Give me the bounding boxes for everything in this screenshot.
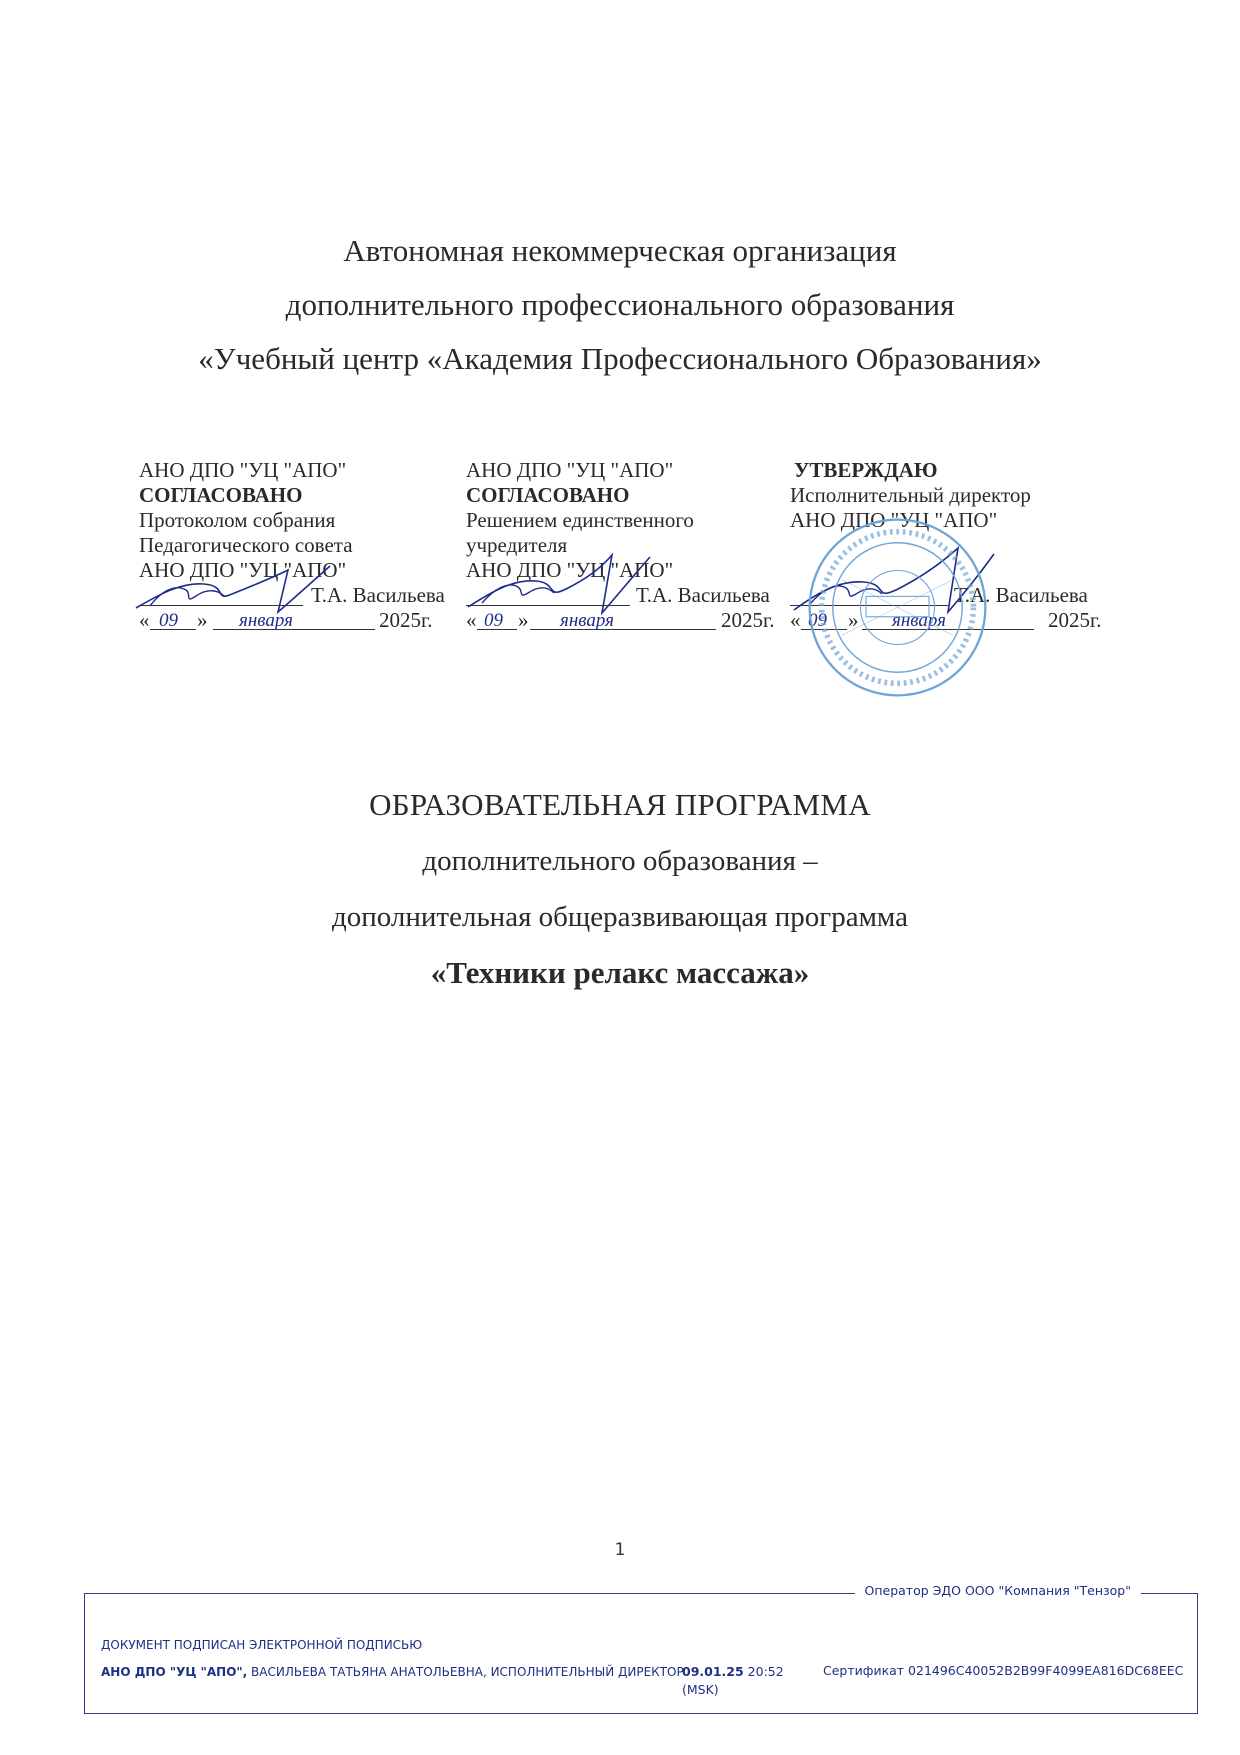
close-quote: » — [518, 608, 529, 632]
title-line-4: «Техники релакс массажа» — [430, 955, 810, 990]
approval-position: Исполнительный директор — [790, 483, 1031, 507]
approval-basis-3: АНО ДПО "УЦ "АПО" — [139, 558, 347, 582]
day-value: 09 — [808, 610, 827, 631]
header-line-1: Автономная некоммерческая организация — [343, 233, 897, 268]
open-quote: « — [790, 608, 801, 632]
signer-name: Т.А. Васильева — [636, 583, 770, 607]
page-number: 1 — [614, 1540, 626, 1560]
title-line-1: ОБРАЗОВАТЕЛЬНАЯ ПРОГРАММА — [369, 787, 871, 822]
year-value: 2025г. — [379, 608, 433, 632]
approval-org: АНО ДПО "УЦ "АПО" — [139, 458, 347, 482]
year-value: 2025г. — [721, 608, 775, 632]
approval-basis-1: Протоколом собрания — [139, 508, 336, 532]
signer-name: Т.А. Васильева — [954, 583, 1088, 607]
approval-basis-1: Решением единственного — [466, 508, 694, 532]
approval-basis-2: Педагогического совета — [139, 533, 353, 557]
esign-time: 20:52 — [743, 1664, 784, 1679]
header-line-3: «Учебный центр «Академия Профессионального Образования» — [198, 341, 1042, 376]
organization-header — [0, 224, 1240, 386]
header-line-2: дополнительного профессионального образования — [285, 287, 955, 322]
handwritten-signature-2 — [462, 545, 682, 620]
open-quote: « — [466, 608, 477, 632]
approval-status: СОГЛАСОВАНО — [139, 483, 303, 507]
handwritten-signature-1 — [132, 560, 372, 622]
organization-seal — [805, 515, 990, 700]
year-value: 2025г. — [1048, 608, 1102, 632]
esign-timezone: (MSK) — [682, 1682, 719, 1697]
approval-org: АНО ДПО "УЦ "АПО" — [790, 508, 998, 532]
esign-date: 09.01.25 — [682, 1664, 744, 1679]
month-value: января — [892, 610, 946, 631]
approval-status: УТВЕРЖДАЮ — [794, 458, 938, 482]
esign-org: АНО ДПО "УЦ "АПО", — [101, 1665, 248, 1679]
open-quote: « — [139, 608, 150, 632]
day-value: 09 — [159, 610, 178, 631]
approval-org: АНО ДПО "УЦ "АПО" — [466, 458, 674, 482]
electronic-signature-stamp — [84, 1583, 1198, 1714]
month-value: января — [239, 610, 293, 631]
title-line-2: дополнительного образования – — [422, 845, 818, 877]
esign-header: ДОКУМЕНТ ПОДПИСАН ЭЛЕКТРОННОЙ ПОДПИСЬЮ — [101, 1638, 423, 1652]
signer-name: Т.А. Васильева — [311, 583, 445, 607]
month-value: января — [560, 610, 614, 631]
program-title — [0, 777, 1240, 1001]
esign-datetime — [682, 1663, 802, 1699]
esign-person: ВАСИЛЬЕВА ТАТЬЯНА АНАТОЛЬЕВНА, ИСПОЛНИТЕЛЬНЫЙ ДИРЕКТОР — [247, 1665, 684, 1679]
approval-basis-2: учредителя — [466, 533, 568, 557]
edo-operator: Оператор ЭДО ООО "Компания "Тензор" — [855, 1583, 1141, 1598]
title-line-3: дополнительная общеразвивающая программа — [332, 901, 908, 933]
approval-basis-3: АНО ДПО "УЦ "АПО" — [466, 558, 674, 582]
day-value: 09 — [484, 610, 503, 631]
approval-status: СОГЛАСОВАНО — [466, 483, 630, 507]
esign-certificate: Сертификат 021496C40052B2B99F4099EA816DC68EEC — [823, 1663, 1184, 1678]
esign-signer — [101, 1663, 741, 1681]
close-quote: » — [197, 608, 208, 632]
close-quote: » — [848, 608, 859, 632]
